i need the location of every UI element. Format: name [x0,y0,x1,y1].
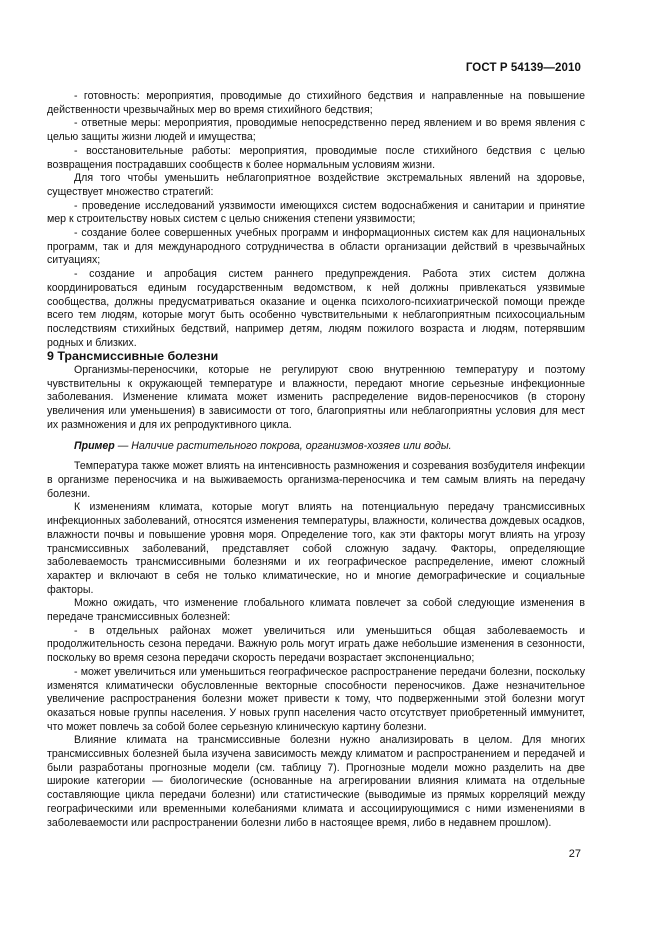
paragraph: - может увеличиться или уменьшиться географическое распространение передачи болезни, поскольку изменятся климатически обусловленные векторные способности переносчиков. Даже незначительное увеличение распространения болезни может привести к тому, что подверженными этой болезни могут оказаться новые группы населения. У новых групп населения часто отсутствует приобретенный иммунитет, что может повлечь за собой более серьезную клиническую картину болезни. [47,665,585,733]
paragraph: Организмы-переносчики, которые не регулируют свою внутреннюю температуру и поэтому чувствительны к окружающей температуре и влажности, передают многие серьезные инфекционные заболевания. Изменение климата может изменить распределение видов-переносчиков (в сторону увеличения или уменьшения) в зависимости от того, благоприятны или неблагоприятны условия для мест их размножения и для их репродуктивного цикла. [47,364,585,431]
paragraph: - в отдельных районах может увеличиться или уменьшиться общая заболеваемость и продолжительность сезона передачи. Важную роль могут играть даже небольшие изменения в сезонности, поскольку во время сезона передачи скорость передачи возрастает экспоненциально; [47,624,585,665]
paragraph: - восстановительные работы: мероприятия, проводимые после стихийного бедствия с целью возвращения пострадавших сообществ к более нормальным условиям жизни. [47,144,585,171]
standard-code-header: ГОСТ Р 54139—2010 [465,62,581,74]
example-label: Пример [74,439,115,452]
paragraph: К изменениям климата, которые могут влиять на потенциальную передачу трансмиссивных инфекционных заболеваний, относятся изменения температуры, влажности, количества дождевых осадков, влажности почвы и повышение уровня моря. Определение того, как эти факторы могут влиять на угрозу трансмиссивных заболеваний, представляет собой сложную задачу. Факторы, определяющие заболеваемость трансмиссивными болезнями и их географическое распределение, имеют сложный характер и включают в себя не только климатические, но и многие демографические и социальные факторы. [47,501,585,596]
paragraph: - создание более совершенных учебных программ и информационных систем как для национальных программ, так и для международного сотрудничества в области организации действий в чрезвычайных ситуациях; [47,227,585,267]
paragraph: - проведение исследований уязвимости имеющихся систем водоснабжения и санитарии и принятие мер к строительству новых систем с целью снижения степени уязвимости; [47,199,585,226]
example-text: — Наличие растительного покрова, организмов-хозяев или воды. [114,439,452,452]
section-heading: 9 Трансмиссивные болезни [47,349,219,364]
paragraph: Температура также может влиять на интенсивность размножения и созревания возбудителя инфекции в организме переносчика и на выживаемость организма-переносчика и тем самым влиять на передачу болезни. [47,460,585,500]
paragraph: - создание и апробация систем раннего предупреждения. Работа этих систем должна координироваться единым государственным ведомством, к ней должны привлекаться уязвимые сообщества, должны предусматриваться оказание и оценка психолого-психиатрической помощи прежде всего тем людям, которые могут быть особенно чувствительными к неблагоприятным психосоциальным последствиям стихийных бедствий, например детям, людям пожилого возраста и людям, потерявшим родных и близких. [47,268,585,349]
example-note [47,440,585,454]
page-number: 27 [568,848,581,860]
paragraph: - готовность: мероприятия, проводимые до стихийного бедствия и направленные на повышение действенности чрезвычайных мер во время стихийного бедствия; [47,90,585,116]
paragraph: Можно ожидать, что изменение глобального климата повлечет за собой следующие изменения в передаче трансмиссивных болезней: [47,597,585,624]
document-body [47,90,585,830]
paragraph: Для того чтобы уменьшить неблагоприятное воздействие экстремальных явлений на здоровье, существует множество стратегий: [47,172,585,198]
paragraph: Влияние климата на трансмиссивные болезни нужно анализировать в целом. Для многих трансмиссивных болезней была изучена зависимость между климатом и распространением и передачей и были разработаны прогнозные модели (см. таблицу 7). Прогнозные модели можно разделить на две широкие категории — биологические (основанные на агрегировании влияния климата на отдельные составляющие цикла передачи болезни) или статистические (выводимые из прямых корреляций между географическими или временными колебаниями климата и ассоциирующимися с ними изменениями в заболеваемости или распространении болезни либо в настоящее время, либо в недавнем прошлом). [47,734,585,829]
paragraph: - ответные меры: мероприятия, проводимые непосредственно перед явлением и во время явления с целью защиты жизни людей и имущества; [47,117,585,144]
